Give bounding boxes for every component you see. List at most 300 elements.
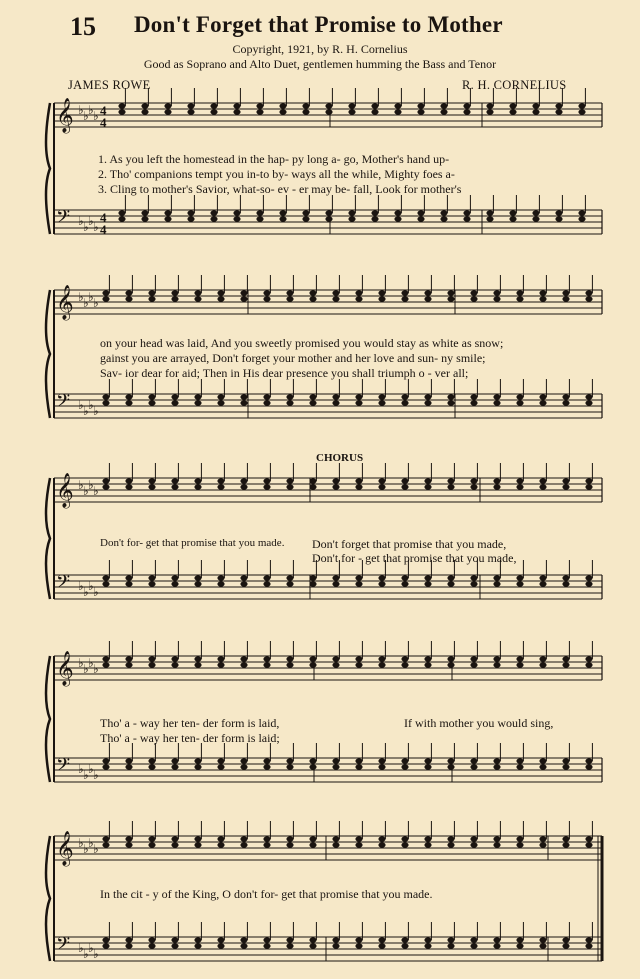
system-3-treble-note bbox=[240, 484, 247, 489]
system-4-treble-note bbox=[562, 662, 569, 667]
system-5-treble-flat: ♭ bbox=[83, 842, 89, 856]
system-5-bass-note bbox=[378, 937, 385, 942]
chorus-line-1-c: Don't for - get that promise that you made, bbox=[312, 551, 517, 565]
system-3-treble-note bbox=[470, 484, 477, 489]
system-3-bass-note bbox=[332, 581, 339, 586]
chorus-line-2-a: Tho' a - way her ten- der form is laid, bbox=[100, 716, 280, 730]
system-1-bass-note bbox=[348, 210, 355, 215]
system-3-treble-note bbox=[286, 484, 293, 489]
system-2-treble-note bbox=[332, 290, 339, 295]
system-1-bass-note bbox=[141, 216, 148, 221]
system-4-treble-flat: ♭ bbox=[93, 662, 99, 676]
system-4-bass-note bbox=[286, 764, 293, 769]
system-2-treble-flat: ♭ bbox=[78, 290, 84, 304]
system-3-bass-note bbox=[102, 581, 109, 586]
system-1-bass-note bbox=[187, 210, 194, 215]
system-3-bass-note bbox=[286, 575, 293, 580]
system-4-treble-note bbox=[378, 662, 385, 667]
system-5-treble-note bbox=[194, 836, 201, 841]
system-5-bass-note bbox=[240, 943, 247, 948]
system-3-bass-flat: ♭ bbox=[83, 585, 89, 599]
system-5-bass-note bbox=[286, 937, 293, 942]
system-5-bass-note bbox=[355, 937, 362, 942]
system-2-treble-note bbox=[539, 290, 546, 295]
system-4-bass-note bbox=[401, 764, 408, 769]
system-3-bass-note bbox=[585, 575, 592, 580]
system-3-treble-note bbox=[194, 484, 201, 489]
system-5-treble-note bbox=[286, 836, 293, 841]
system-1-bass-note bbox=[233, 216, 240, 221]
system-1-treble-note bbox=[371, 103, 378, 108]
system-3-bass-note bbox=[401, 575, 408, 580]
system-4-treble-note bbox=[493, 662, 500, 667]
system-1-bass-note bbox=[440, 216, 447, 221]
system-3-bass-note bbox=[125, 581, 132, 586]
system-2-bass-note bbox=[148, 400, 155, 405]
system-1-treble-note bbox=[279, 103, 286, 108]
system-4-treble-note bbox=[309, 656, 316, 661]
system-4-bass-note bbox=[401, 758, 408, 763]
system-5-treble-note bbox=[240, 836, 247, 841]
system-3-treble-note bbox=[240, 478, 247, 483]
system-2-bass-note bbox=[585, 394, 592, 399]
system-3-treble-note bbox=[401, 478, 408, 483]
system-5-bass-note bbox=[378, 943, 385, 948]
system-2-treble-note bbox=[539, 296, 546, 301]
system-2-treble-flat: ♭ bbox=[88, 290, 94, 304]
system-5-treble-note bbox=[240, 842, 247, 847]
system-4-treble-note bbox=[424, 662, 431, 667]
system-2-treble-note bbox=[125, 290, 132, 295]
system-5-treble-note bbox=[424, 842, 431, 847]
system-1-bass-note bbox=[210, 216, 217, 221]
system-5-treble-note bbox=[125, 836, 132, 841]
system-1-bass-note bbox=[118, 216, 125, 221]
system-4-treble-note bbox=[355, 662, 362, 667]
system-5-bass-note bbox=[263, 943, 270, 948]
system-4-bass-note bbox=[194, 764, 201, 769]
system-5-bass-flat: ♭ bbox=[83, 947, 89, 961]
system-4-bass-note bbox=[424, 758, 431, 763]
system-3-treble-note bbox=[493, 478, 500, 483]
system-2-treble-note bbox=[217, 290, 224, 295]
system-4-bass-flat: ♭ bbox=[88, 762, 94, 776]
system-1-bass-note bbox=[463, 210, 470, 215]
system-4-bass-note bbox=[148, 758, 155, 763]
system-4-bass-note bbox=[194, 758, 201, 763]
system-4-bass-note bbox=[378, 764, 385, 769]
system-3-bass-note bbox=[194, 575, 201, 580]
system-5-treble-note bbox=[378, 836, 385, 841]
system-3-bass-note bbox=[332, 575, 339, 580]
system-3-bass-clef: 𝄢 bbox=[56, 572, 71, 597]
system-2-bass-note bbox=[401, 394, 408, 399]
system-5-treble-note bbox=[309, 836, 316, 841]
system-1-bass-note bbox=[279, 216, 286, 221]
system-5-bass-note bbox=[240, 937, 247, 942]
system-2-bass-note bbox=[539, 400, 546, 405]
system-2-bass-note bbox=[102, 394, 109, 399]
system-5-treble-note bbox=[171, 842, 178, 847]
system-5-bass-note bbox=[286, 943, 293, 948]
system-1-bass-note bbox=[348, 216, 355, 221]
system-5-treble-note bbox=[424, 836, 431, 841]
verse-3-line-1: 3. Cling to mother's Savior, what-so- ev - er may be- fall, Look for mother's bbox=[98, 182, 462, 196]
system-4-bass-note bbox=[470, 764, 477, 769]
system-2-bass-note bbox=[562, 394, 569, 399]
system-2-treble-note bbox=[470, 296, 477, 301]
system-3-treble-note bbox=[378, 484, 385, 489]
system-2-bass-flat: ♭ bbox=[88, 398, 94, 412]
system-4-treble-note bbox=[217, 662, 224, 667]
system-2-treble-flat: ♭ bbox=[93, 296, 99, 310]
system-1-treble-note bbox=[233, 103, 240, 108]
system-5-treble-note bbox=[355, 842, 362, 847]
system-2-bass-note bbox=[125, 394, 132, 399]
verse-2-line-2: gainst you are arrayed, Don't forget your mother and her love and sun- ny smile; bbox=[100, 351, 486, 365]
system-4-treble-note bbox=[263, 656, 270, 661]
system-1-treble-note bbox=[463, 109, 470, 114]
system-2-treble-note bbox=[125, 296, 132, 301]
system-3-bass-note bbox=[401, 581, 408, 586]
system-2-bass-note bbox=[516, 394, 523, 399]
system-3-treble-note bbox=[355, 484, 362, 489]
system-3-treble-note bbox=[263, 484, 270, 489]
system-3-treble-note bbox=[401, 484, 408, 489]
system-1-bass-note bbox=[302, 210, 309, 215]
system-5-treble-note bbox=[401, 842, 408, 847]
system-2-bass-flat: ♭ bbox=[78, 398, 84, 412]
system-5-bass-note bbox=[539, 943, 546, 948]
system-1-bass-note bbox=[164, 216, 171, 221]
system-3-bass-note bbox=[516, 581, 523, 586]
system-2-treble-note bbox=[102, 296, 109, 301]
system-3-bass-note bbox=[217, 575, 224, 580]
verse-3-line-2: Sav- ior dear for aid; Then in His dear presence you shall triumph o - ver all; bbox=[100, 366, 469, 380]
system-5-treble-note bbox=[378, 842, 385, 847]
system-4-treble-note bbox=[401, 662, 408, 667]
system-3-treble-note bbox=[378, 478, 385, 483]
system-2-bass-note bbox=[217, 400, 224, 405]
system-1-bass-note bbox=[164, 210, 171, 215]
system-4-bass-note bbox=[217, 764, 224, 769]
system-3-bass-flat: ♭ bbox=[88, 579, 94, 593]
system-5-bass-note bbox=[585, 937, 592, 942]
system-3-treble-note bbox=[171, 484, 178, 489]
system-2-bass-note bbox=[309, 394, 316, 399]
system-5-treble-note bbox=[263, 842, 270, 847]
system-2-treble-note bbox=[378, 296, 385, 301]
system-5-treble-note bbox=[102, 842, 109, 847]
system-1-bass-note bbox=[440, 210, 447, 215]
system-1-treble-note bbox=[509, 103, 516, 108]
system-5-bass-note bbox=[171, 943, 178, 948]
system-3-bass-note bbox=[263, 575, 270, 580]
system-1-treble-note bbox=[463, 103, 470, 108]
system-4-bass-flat: ♭ bbox=[83, 768, 89, 782]
system-1-treble-note bbox=[210, 103, 217, 108]
system-3-treble-flat: ♭ bbox=[88, 478, 94, 492]
time-signature-top: 4 bbox=[100, 103, 107, 118]
system-5-bass-note bbox=[309, 937, 316, 942]
system-4-bass-note bbox=[263, 758, 270, 763]
system-1-treble-flat: ♭ bbox=[83, 109, 89, 123]
system-4-brace bbox=[46, 656, 50, 782]
system-1-treble-note bbox=[325, 109, 332, 114]
system-3-bass-note bbox=[470, 581, 477, 586]
system-5-bass-note bbox=[332, 943, 339, 948]
system-2-bass-note bbox=[447, 394, 454, 399]
system-1-treble-note bbox=[302, 109, 309, 114]
system-1-treble-note bbox=[348, 103, 355, 108]
system-1-bass-note bbox=[578, 210, 585, 215]
system-1-treble-note bbox=[417, 109, 424, 114]
system-3-bass-note bbox=[355, 581, 362, 586]
system-2-bass-note bbox=[240, 394, 247, 399]
system-1-treble-note bbox=[141, 103, 148, 108]
system-4-bass-note bbox=[585, 764, 592, 769]
system-1-bass-flat: ♭ bbox=[83, 220, 89, 234]
system-1-bass-note bbox=[394, 210, 401, 215]
system-2-treble-note bbox=[286, 290, 293, 295]
system-1-treble-note bbox=[187, 103, 194, 108]
system-5-bass-note bbox=[125, 943, 132, 948]
system-3-treble-note bbox=[309, 484, 316, 489]
system-4-bass-note bbox=[539, 764, 546, 769]
system-5-bass-note bbox=[148, 937, 155, 942]
system-1-bass-note bbox=[394, 216, 401, 221]
system-3-treble-note bbox=[493, 484, 500, 489]
system-4-treble-note bbox=[263, 662, 270, 667]
system-4-bass-note bbox=[539, 758, 546, 763]
hymn-number: 15 bbox=[70, 12, 96, 41]
system-2-treble-note bbox=[102, 290, 109, 295]
system-3-bass-note bbox=[493, 575, 500, 580]
system-5-bass-note bbox=[102, 937, 109, 942]
system-2-treble-note bbox=[194, 290, 201, 295]
system-5-treble-note bbox=[493, 836, 500, 841]
system-3-treble-note bbox=[102, 478, 109, 483]
system-4-treble-note bbox=[286, 656, 293, 661]
system-1-bass-flat: ♭ bbox=[78, 214, 84, 228]
system-1-bass-flat: ♭ bbox=[93, 220, 99, 234]
system-2-treble-note bbox=[263, 290, 270, 295]
system-4-treble-note bbox=[332, 662, 339, 667]
system-5-treble-note bbox=[516, 842, 523, 847]
system-5-treble-note bbox=[263, 836, 270, 841]
system-5-bass-note bbox=[470, 943, 477, 948]
system-4-treble-note bbox=[539, 656, 546, 661]
system-3-bass-flat: ♭ bbox=[93, 585, 99, 599]
system-3-bass-note bbox=[217, 581, 224, 586]
verse-1-line-2: on your head was laid, And you sweetly promised you would stay as white as snow; bbox=[100, 336, 504, 350]
system-3-bass-note bbox=[148, 581, 155, 586]
system-5-bass-note bbox=[424, 937, 431, 942]
system-2-treble-note bbox=[493, 290, 500, 295]
system-1-bass-note bbox=[371, 216, 378, 221]
system-1-bass-note bbox=[532, 210, 539, 215]
system-3-bass-note bbox=[309, 581, 316, 586]
system-5-bass-note bbox=[148, 943, 155, 948]
system-5-bass-note bbox=[194, 943, 201, 948]
system-4-bass-note bbox=[424, 764, 431, 769]
system-2-bass-note bbox=[355, 400, 362, 405]
composer-credit: R. H. CORNELIUS bbox=[462, 78, 567, 92]
system-5-bass-note bbox=[516, 943, 523, 948]
system-3-bass-note bbox=[447, 581, 454, 586]
system-4-bass-note bbox=[470, 758, 477, 763]
system-1-bass-note bbox=[417, 216, 424, 221]
system-5-treble-note bbox=[470, 842, 477, 847]
system-2-bass-note bbox=[217, 394, 224, 399]
system-5-treble-note bbox=[562, 836, 569, 841]
system-5-bass-note bbox=[125, 937, 132, 942]
system-5-bass-note bbox=[217, 937, 224, 942]
system-4-treble-flat: ♭ bbox=[88, 656, 94, 670]
system-5-treble-note bbox=[447, 842, 454, 847]
system-3-bass-note bbox=[516, 575, 523, 580]
system-2-bass-note bbox=[378, 394, 385, 399]
system-4-treble-note bbox=[148, 656, 155, 661]
system-4-bass-flat: ♭ bbox=[93, 768, 99, 782]
system-3-treble-note bbox=[516, 478, 523, 483]
system-4-treble-note bbox=[102, 656, 109, 661]
lyricist-credit: JAMES ROWE bbox=[68, 78, 151, 92]
system-4-bass-note bbox=[332, 758, 339, 763]
system-5-bass-note bbox=[562, 943, 569, 948]
system-5-bass-note bbox=[401, 943, 408, 948]
system-3-bass-note bbox=[263, 581, 270, 586]
system-5-bass-note bbox=[493, 943, 500, 948]
system-2-bass-note bbox=[286, 394, 293, 399]
system-1-treble-note bbox=[532, 103, 539, 108]
system-1-treble-note bbox=[417, 103, 424, 108]
system-3-treble-clef: 𝄞 bbox=[56, 473, 74, 508]
system-5-bass-note bbox=[194, 937, 201, 942]
system-5-treble-note bbox=[194, 842, 201, 847]
system-4-treble-note bbox=[585, 656, 592, 661]
system-3-bass-flat: ♭ bbox=[78, 579, 84, 593]
system-5-treble-note bbox=[148, 842, 155, 847]
system-2-bass-note bbox=[447, 400, 454, 405]
system-3-bass-note bbox=[171, 581, 178, 586]
system-5-treble-note bbox=[401, 836, 408, 841]
system-4-treble-note bbox=[217, 656, 224, 661]
system-1-bass-note bbox=[486, 216, 493, 221]
system-2-bass-note bbox=[171, 394, 178, 399]
system-1-treble-note bbox=[509, 109, 516, 114]
system-3-bass-note bbox=[378, 581, 385, 586]
system-5-treble-note bbox=[470, 836, 477, 841]
system-2-bass-note bbox=[332, 394, 339, 399]
system-4-bass-note bbox=[516, 758, 523, 763]
system-3-treble-note bbox=[263, 478, 270, 483]
system-1-bass-note bbox=[118, 210, 125, 215]
system-2-treble-note bbox=[286, 296, 293, 301]
system-3-treble-note bbox=[102, 484, 109, 489]
system-2-bass-note bbox=[493, 400, 500, 405]
system-5-treble-note bbox=[539, 836, 546, 841]
system-2-treble-note bbox=[585, 296, 592, 301]
system-4-bass-note bbox=[447, 764, 454, 769]
verse-2-line-1: 2. Tho' companions tempt you in-to by- ways all the while, Mighty foes a- bbox=[98, 167, 455, 181]
system-4-bass-note bbox=[125, 764, 132, 769]
system-4-bass-note bbox=[355, 764, 362, 769]
system-2-bass-note bbox=[493, 394, 500, 399]
system-3-bass-note bbox=[309, 575, 316, 580]
system-1-treble-note bbox=[555, 109, 562, 114]
system-5-bass-note bbox=[516, 937, 523, 942]
system-1-bass-note bbox=[371, 210, 378, 215]
system-5-treble-note bbox=[309, 842, 316, 847]
system-1-treble-note bbox=[394, 109, 401, 114]
system-1-treble-note bbox=[141, 109, 148, 114]
system-5-treble-note bbox=[125, 842, 132, 847]
system-4-bass-note bbox=[171, 764, 178, 769]
system-5-bass-note bbox=[217, 943, 224, 948]
system-1-bass-note bbox=[486, 210, 493, 215]
system-2-treble-note bbox=[309, 296, 316, 301]
system-4-treble-note bbox=[562, 656, 569, 661]
system-2-treble-note bbox=[447, 296, 454, 301]
system-5-bass-note bbox=[263, 937, 270, 942]
system-4-treble-note bbox=[125, 656, 132, 661]
system-3-bass-note bbox=[286, 581, 293, 586]
system-4-treble-note bbox=[355, 656, 362, 661]
system-2-bass-note bbox=[424, 394, 431, 399]
system-1-bass-note bbox=[555, 216, 562, 221]
system-2-bass-note bbox=[562, 400, 569, 405]
system-1-treble-note bbox=[118, 103, 125, 108]
system-3-treble-note bbox=[217, 484, 224, 489]
system-2-treble-note bbox=[516, 296, 523, 301]
system-1-treble-note bbox=[440, 109, 447, 114]
system-4-bass-note bbox=[309, 764, 316, 769]
system-5-bass-note bbox=[447, 943, 454, 948]
system-3-bass-note bbox=[125, 575, 132, 580]
system-5-treble-flat: ♭ bbox=[93, 842, 99, 856]
system-5-treble-note bbox=[217, 836, 224, 841]
system-1-bass-note bbox=[256, 216, 263, 221]
system-5-bass-note bbox=[332, 937, 339, 942]
system-5-bass-note bbox=[447, 937, 454, 942]
system-4-bass-note bbox=[286, 758, 293, 763]
system-4-treble-note bbox=[378, 656, 385, 661]
system-1-bass-note bbox=[233, 210, 240, 215]
system-5-treble-note bbox=[493, 842, 500, 847]
system-5-treble-note bbox=[332, 836, 339, 841]
system-1-bass-note bbox=[578, 216, 585, 221]
system-5-bass-note bbox=[309, 943, 316, 948]
system-3-bass-note bbox=[424, 581, 431, 586]
system-3-treble-note bbox=[516, 484, 523, 489]
system-1-bass-note bbox=[463, 216, 470, 221]
system-5-treble-note bbox=[585, 836, 592, 841]
system-4-treble-clef: 𝄞 bbox=[56, 651, 74, 686]
system-3-treble-note bbox=[585, 478, 592, 483]
system-4-bass-note bbox=[355, 758, 362, 763]
system-4-treble-note bbox=[447, 662, 454, 667]
system-4-bass-clef: 𝄢 bbox=[56, 755, 71, 780]
copyright-line: Copyright, 1921, by R. H. Cornelius bbox=[232, 42, 408, 56]
system-3-bass-note bbox=[562, 575, 569, 580]
system-1-treble-note bbox=[164, 103, 171, 108]
system-3-treble-note bbox=[148, 484, 155, 489]
chorus-label: CHORUS bbox=[316, 452, 364, 464]
system-5-bass-flat: ♭ bbox=[93, 947, 99, 961]
chorus-line-1-b: Don't forget that promise that you made, bbox=[312, 537, 507, 551]
system-1-bass-note bbox=[325, 216, 332, 221]
